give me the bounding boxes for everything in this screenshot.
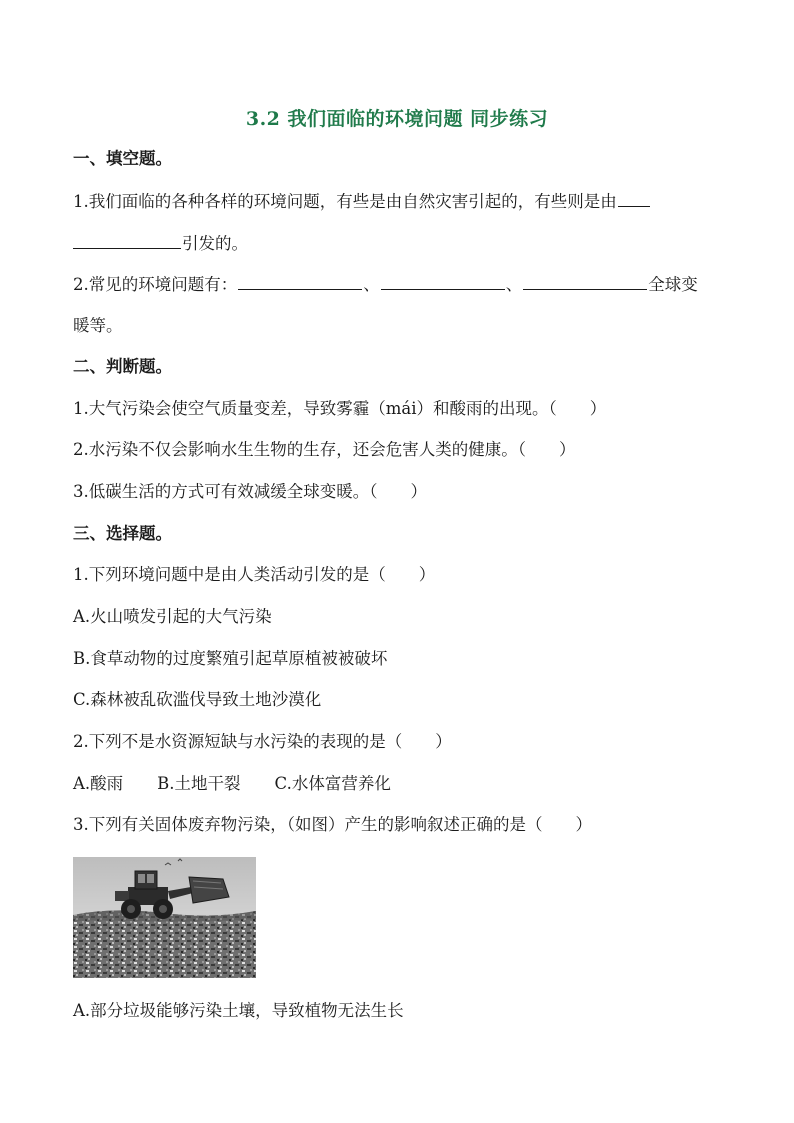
fill-question-1-text: 1.我们面临的各种各样的环境问题，有些是由自然灾害引起的，有些则是由 — [73, 192, 617, 211]
fill-question-2-text: 2.常见的环境问题有： — [73, 275, 238, 294]
mc-question-2-option-c: C.水体富营养化 — [274, 774, 391, 793]
section-heading-multiple-choice: 三、选择题。 — [73, 524, 172, 543]
answer-blank[interactable] — [381, 273, 505, 290]
fill-question-2-line2: 暖等。 — [73, 316, 123, 335]
tf-question-2: 2.水污染不仅会影响水生生物的生存，还会危害人类的健康。（ ） — [73, 440, 576, 459]
section-heading-fill-blank: 一、填空题。 — [73, 149, 172, 168]
tf-question-3: 3.低碳生活的方式可有效减缓全球变暖。（ ） — [73, 482, 427, 501]
answer-blank[interactable] — [618, 190, 650, 207]
fill-question-1-tail: 引发的。 — [182, 234, 248, 253]
landfill-bulldozer-photo — [73, 857, 256, 978]
mc-question-2-options — [73, 773, 723, 795]
mc-question-2-option-a: A.酸雨 — [73, 774, 124, 793]
mc-question-3: 3.下列有关固体废弃物污染，（如图）产生的影响叙述正确的是（ ） — [73, 815, 592, 834]
landfill-photo-illustration — [73, 857, 256, 978]
mc-question-2: 2.下列不是水资源短缺与水污染的表现的是（ ） — [73, 732, 452, 751]
answer-blank[interactable] — [238, 273, 362, 290]
page-title — [0, 104, 794, 131]
page-title-text: 3.2 我们面临的环境问题 同步练习 — [245, 108, 549, 130]
answer-blank[interactable] — [523, 273, 647, 290]
fill-question-2-line1 — [73, 273, 723, 296]
mc-question-1-option-a: A.火山喷发引起的大气污染 — [73, 607, 272, 626]
tf-question-1: 1.大气污染会使空气质量变差，导致雾霾（mái）和酸雨的出现。（ ） — [73, 399, 607, 418]
answer-blank[interactable] — [73, 232, 181, 249]
mc-question-1-option-b: B.食草动物的过度繁殖引起草原植被被破坏 — [73, 649, 388, 668]
section-heading-true-false: 二、判断题。 — [73, 357, 172, 376]
fill-question-1-line1 — [73, 190, 723, 213]
mc-question-1: 1.下列环境问题中是由人类活动引发的是（ ） — [73, 565, 436, 584]
fill-question-1-line2 — [73, 232, 723, 255]
separator: 、 — [505, 275, 523, 294]
fill-question-2-tail: 全球变 — [648, 275, 698, 294]
mc-question-2-option-b: B.土地干裂 — [157, 774, 241, 793]
mc-question-3-option-a: A.部分垃圾能够污染土壤，导致植物无法生长 — [73, 1001, 404, 1020]
separator: 、 — [363, 275, 380, 294]
mc-question-1-option-c: C.森林被乱砍滥伐导致土地沙漠化 — [73, 690, 322, 709]
